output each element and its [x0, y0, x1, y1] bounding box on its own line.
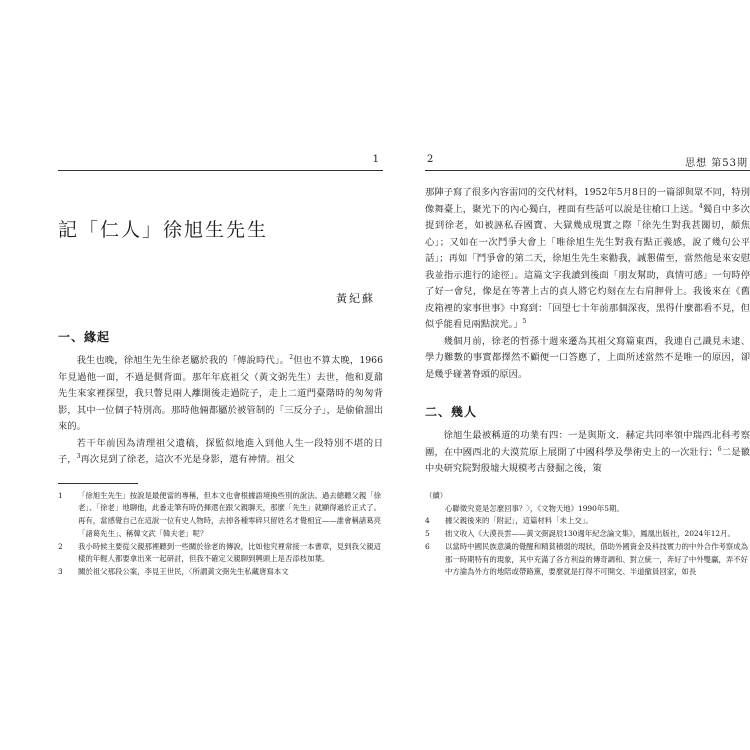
footnote: 5 拙文收入《大漠長雲——黃文弼誕辰130週年紀念論文集》，鳳凰出版社，2024年12月。 — [425, 529, 735, 539]
author-name: 黃紀蘇 — [336, 292, 375, 305]
journal-name: 思想 第53期 — [685, 158, 748, 169]
footnote-ref: 5 — [522, 317, 527, 325]
footnote-ref: 6 — [717, 445, 722, 453]
footnote: 3 關於祖父那段公案，李見王世民，〈所謂黃文弼先生私藏唐寫本文 — [58, 567, 289, 577]
footnote: 4 據父親後來的「附記」，這篇材料「未上交」。 — [425, 516, 593, 526]
right-page-header — [425, 152, 750, 171]
footnote-ref: 4 — [698, 202, 703, 210]
left-page-header — [58, 152, 383, 171]
footnote-continued-label: （續） — [425, 490, 448, 500]
page-number: 2 — [427, 154, 434, 165]
page-number: 1 — [372, 154, 379, 165]
footnote-ref: 3 — [76, 452, 81, 460]
footnote-divider — [58, 483, 138, 484]
left-page — [58, 152, 383, 617]
footnote: 2 我小時候主要從父親那裡聽到一些關於徐老的傳說，比如他究裡常接一本書章，見到我父親這樣的年輕人都要拿出來一起研討，但我不確定父親聊到興頭上是否添枝加葉。 — [58, 541, 382, 564]
section-heading-1: 一、緣起 — [58, 330, 111, 344]
footnote-ref: 2 — [289, 353, 294, 361]
paragraph-4: 徐旭生最被稱道的功業有四：一是與斯文．赫定共同率領中瑞西北科考察團，在中國西北的大漠荒原上展開了中國科學及學術史上的一次壯行；$^6$二是徽中央研究院對殷墟大規模考古發掘之後，策 — [425, 430, 750, 474]
paragraph-1: 我生也晚，徐旭生先生徐老屬於我的「傳說時代」。$^2$但也不算太晚，1966年見過他一面，不過是側背面。那年年底祖父（黃文弼先生）去世，他和夏鼐先生來家裡探望，我只瞥見兩人離開後走過院子，走上二道門臺階時的匆匆背影，其中一位個子特別高。那時他倆都屬於被管制的「三反分子」，是偷偷溜出來的。 — [58, 353, 383, 432]
right-page — [425, 152, 750, 617]
paragraph-continued: 那陣子寫了很多內容雷同的交代材料，1952年5月8日的一篇卻與眾不同，特別像舞臺上，聚光下的內心獨白，裡面有些話可以說是往槍口上送。$^4$獨自中多次提到徐老，如被誣私吞國寶、大獄幾成現實之際「徐先生對我甚關切，頗焦心」；又如在一次鬥爭大會上「唯徐旭生先生對我有點正義感，說了幾句公平話」；再如「鬥爭會的第二天，徐旭生先生來勸我，誠懇備至，當然他是來安慰我並指示進行的途徑」。這篇文字我讀到後面「朋友幫助，真情可感」一句時停了好一會兒，像是在等著上古的貞人將它灼刻在左右肩胛骨上。我後來在《舊皮箱裡的家事世事》中寫到：「回望七十年前那個深夜，黑得什麼都看不見，但似乎能看見兩點淚光。」$^5$ — [425, 187, 750, 330]
paragraph-2: 若干年前因為清理祖父遺稿，探監似地進入到他人生一段特別不堪的日子，$^3$再次見到了徐老，這次不光是身影，還有神情。祖父 — [58, 437, 383, 465]
footnote: 1 「徐旭生先生」按說是最便當的專稱，但本文也會根據語境換些別的說法。過去總聽父親「徐老」、「徐老」地聊他，此番走筆有時仍揮還在跟父親聊天，那麼「先生」就顯得過於正式了。再有，當感覺自己在這說一位有史人物時，去掉各種零碎只留姓名才覺相宜——誰會稱諸葛亮「諸葛先生」、稱韓文武「韓夫老」呢？ — [58, 490, 382, 538]
section-heading-2: 二、幾人 — [425, 405, 478, 419]
article-title: 記「仁人」徐旭生先生 — [58, 219, 269, 241]
footnote-continued: 心聯徵究竟是怎麼回事？〉，《文物天地》1990年5期。 — [445, 503, 624, 513]
footnote: 6 以當時中國民族意識的覺醒和精貧積弱的現狀，借助外國資金及科技實力的中外合作考察成為那一時期特有的現象，其中充滿了各方利益的傳奇調和、對立統一，奔好了中外雙贏，弄不好中方淪為外方的地陪或帶路黨，要麼就是打得不可開交、半道撤員回家，如長 — [425, 541, 749, 577]
paragraph-3: 幾個月前，徐老的哲孫十週來遷為其祖父寫篇東西，我連自己識見未逮、學力難數的事實都擇然不顧便一口答應了，上面所述當然不是唯一的原因，卻是幾乎碰著脊頭的原因。 — [425, 335, 750, 380]
